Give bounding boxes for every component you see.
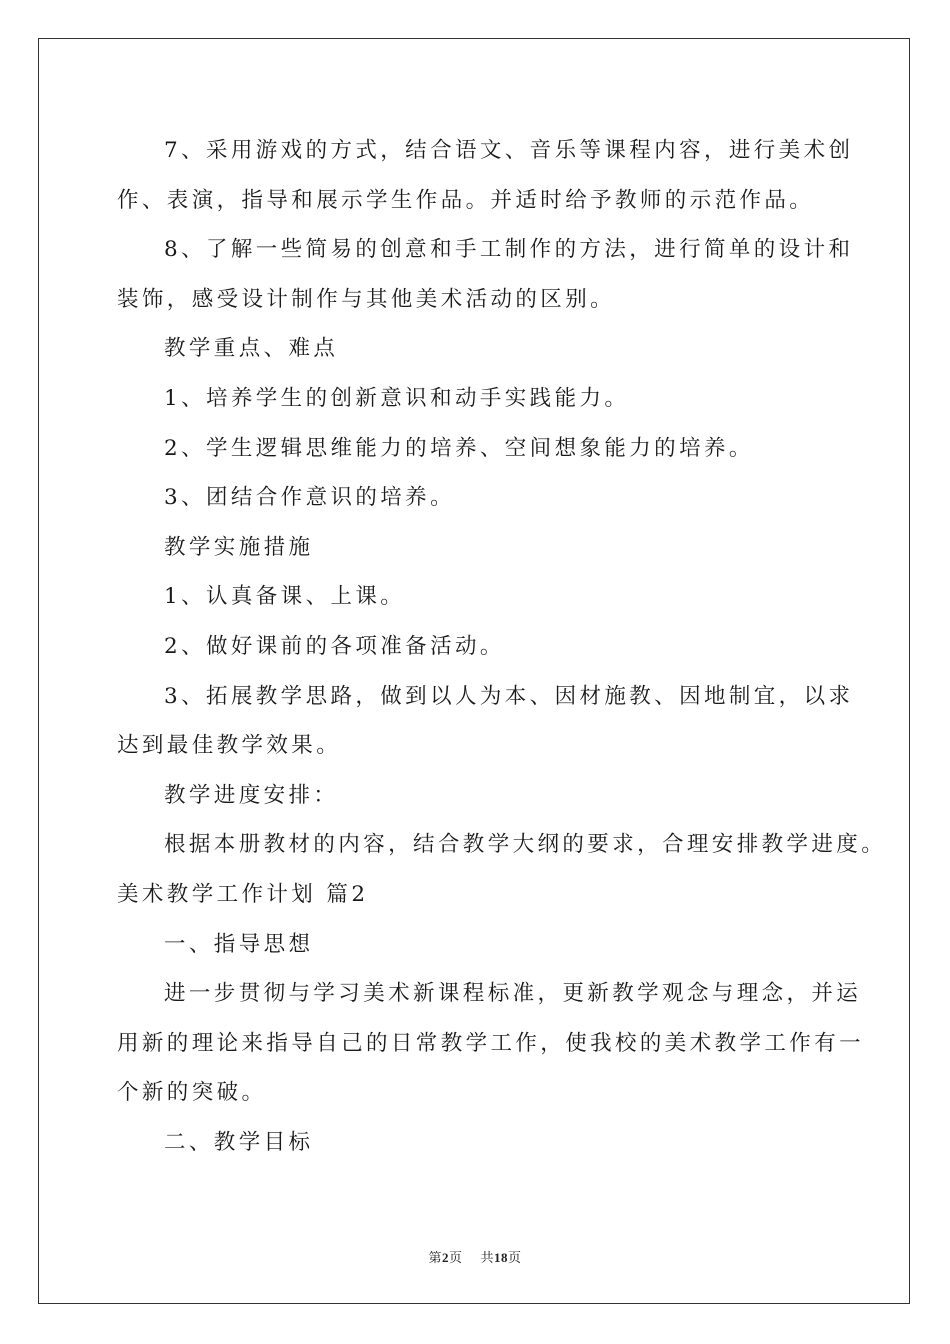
document-section-title: 美术教学工作计划 篇2 [117,881,369,907]
footer-page-unit: 页 [448,1250,463,1265]
list-item: 3、拓展教学思路，做到以人为本、因材施教、因地制宜，以求 [164,683,854,709]
paragraph-line: 用新的理论来指导自己的日常教学工作，使我校的美术教学工作有一 [117,1030,865,1056]
section-heading: 二、教学目标 [164,1129,314,1155]
section-heading: 一、指导思想 [164,931,314,957]
footer-page-prefix: 第 [428,1250,442,1265]
paragraph-line: 装饰，感受设计制作与其他美术活动的区别。 [117,286,616,312]
section-heading: 教学重点、难点 [164,336,339,362]
list-item: 1、认真备课、上课。 [164,584,406,610]
section-heading: 教学进度安排： [164,782,339,808]
paragraph-line: 8、了解一些简易的创意和手工制作的方法，进行简单的设计和 [164,237,854,263]
list-item: 2、做好课前的各项准备活动。 [164,633,505,659]
list-item-continuation: 达到最佳教学效果。 [117,733,342,759]
paragraph-line: 7、采用游戏的方式，结合语文、音乐等课程内容，进行美术创 [164,138,854,163]
page-footer [0,1247,950,1266]
footer-total-prefix: 共 [480,1250,495,1265]
paragraph-line: 进一步贯彻与学习美术新课程标准，更新教学观念与理念，并运 [164,981,862,1007]
footer-page-number: 2 [441,1250,449,1265]
list-item: 2、学生逻辑思维能力的培养、空间想象能力的培养。 [164,435,754,461]
list-item: 1、培养学生的创新意识和动手实践能力。 [164,385,630,411]
paragraph-line: 根据本册教材的内容，结合教学大纲的要求，合理安排教学进度。 [164,832,887,858]
paragraph-line: 作、表演，指导和展示学生作品。并适时给予教师的示范作品。 [117,187,815,213]
footer-total-number: 18 [494,1250,509,1265]
paragraph-line: 个新的突破。 [117,1080,267,1106]
document-body [117,126,887,1167]
list-item: 3、团结合作意识的培养。 [164,485,455,511]
footer-total-unit: 页 [508,1250,522,1265]
section-heading: 教学实施措施 [164,534,314,560]
